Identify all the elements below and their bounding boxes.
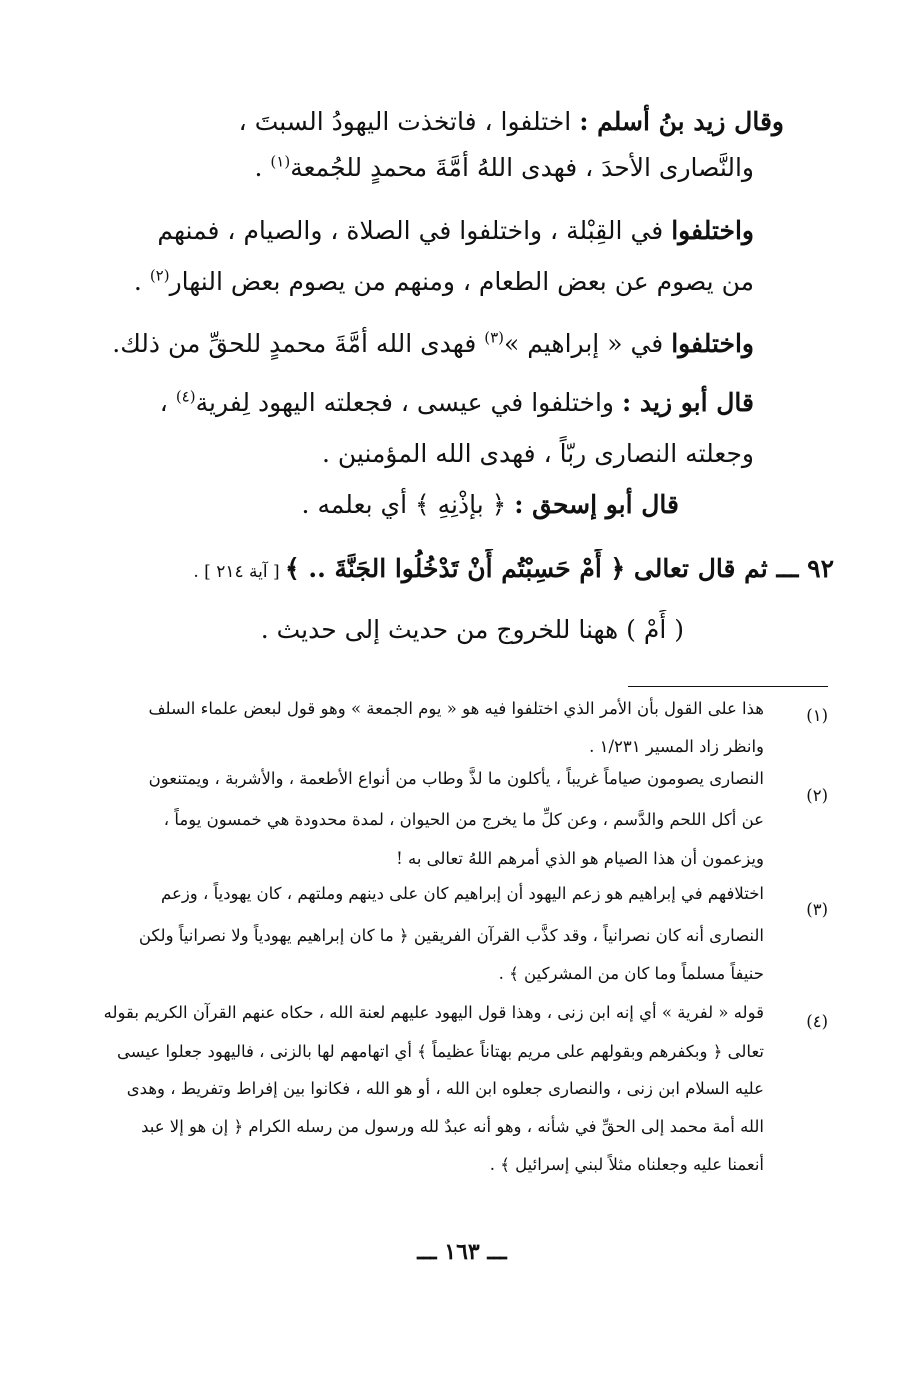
footnote-ref-3: (٣): [484, 328, 504, 347]
footnote-4-line-4: الله أمة محمد إلى الحقِّ في شأنه ، وهو أنه عبدٌ لله ورسول من رسله الكرام ﴿ إن هو إلا عبد: [141, 1117, 764, 1136]
paragraph-7: ( أَمْ ) ههنا للخروج من حديث إلى حديث .: [260, 615, 684, 644]
page-number: ـــ ١٦٣ ـــ: [417, 1239, 507, 1265]
footnote-4-line-3: عليه السلام ابن زنى ، والنصارى جعلوه ابن الله ، أو هو الله ، فكانوا بين إفراط وتفريط ، وهدى: [126, 1079, 764, 1098]
paragraph-2-text: في القِبْلة ، واختلفوا في الصلاة ، والصيام ، فمنهم: [157, 216, 672, 245]
paragraph-1-line-2-text: والنَّصارى الأحدَ ، فهدى اللهُ أمَّةَ محمدٍ للجُمعة: [290, 153, 754, 182]
paragraph-2-lead: واختلفوا: [671, 216, 754, 245]
footnote-3-line-3: حنيفاً مسلماً وما كان من المشركين ﴾ .: [498, 964, 764, 983]
footnote-2-line-1: النصارى يصومون صياماً غريباً ، يأكلون ما لذَّ وطاب من أنواع الأطعمة ، والأشربة ، ويمتنعون: [148, 769, 764, 788]
paragraph-2-line-2-text: من يصوم عن بعض الطعام ، ومنهم من يصوم بعض النهار: [169, 267, 754, 296]
footnote-2-line-3: ويزعمون أن هذا الصيام هو الذي أمرهم اللهُ تعالى به !: [396, 849, 764, 868]
paragraph-4-line-1: قال أبو زيد : واختلفوا في عيسى ، فجعلته اليهود لِفرية$^{(٤)}$ ،: [159, 387, 754, 417]
footnote-3-line-2: النصارى أنه كان نصرانياً ، وقد كذَّب القرآن الفريقين ﴿ ما كان إبراهيم يهودياً ولا نصرانياً ولكن: [138, 926, 764, 945]
footnote-1-line-1: هذا على القول بأن الأمر الذي اختلفوا فيه هو « يوم الجمعة » وهو قول لبعض علماء السلف: [148, 699, 764, 718]
paragraph-6: [0, 549, 924, 592]
footnote-1-number: (١): [806, 706, 828, 725]
footnote-ref-2: (٢): [149, 266, 170, 285]
paragraph-4-lead: قال أبو زيد :: [621, 388, 754, 417]
paragraph-5-lead: قال أبو إسحق :: [514, 490, 679, 519]
footnote-1-line-2: وانظر زاد المسير ١/٢٣١ .: [589, 737, 764, 756]
paragraph-5: قال أبو إسحق : ﴿ بإذْنِهِ ﴾ أي بعلمه .: [301, 490, 679, 519]
paragraph-number: ٩٢ ـــ: [776, 554, 834, 583]
paragraph-1-lead: وقال زيد بنُ أسلم :: [579, 107, 784, 136]
footnote-divider: [628, 686, 828, 687]
footnote-3-line-1: اختلافهم في إبراهيم هو زعم اليهود أن إبراهيم كان على دينهم وملتهم ، كان يهودياً ، وزعم: [161, 884, 764, 903]
footnote-4-line-5: أنعمنا عليه وجعلناه مثلاً لبني إسرائيل ﴾ .: [489, 1155, 764, 1174]
paragraph-3: واختلفوا في « إبراهيم »$^{(٣)}$ فهدى الله أمَّةَ محمدٍ للحقِّ من ذلك.: [112, 328, 754, 358]
footnote-4-line-1: قوله « لفرية » أي إنه ابن زنى ، وهذا قول اليهود عليهم لعنة الله ، حكاه عنهم القرآن الكريم بقوله: [103, 1003, 764, 1022]
paragraph-3-lead: واختلفوا: [671, 329, 754, 358]
paragraph-1-line-1: [0, 102, 924, 142]
footnote-4-number: (٤): [806, 1012, 828, 1031]
paragraph-1-line-2: والنَّصارى الأحدَ ، فهدى اللهُ أمَّةَ محمدٍ للجُمعة$^{(١)}$ .: [254, 152, 754, 182]
footnote-2-line-2: عن أكل اللحم والدَّسم ، وعن كلِّ ما يخرج من الحيوان ، لمدة محدودة هي خمسون يوماً ،: [163, 810, 764, 829]
footnote-ref-1: (١): [270, 152, 291, 171]
paragraph-1-text: اختلفوا ، فاتخذت اليهودُ السبتَ ،: [238, 107, 580, 136]
verse-reference: [ آية ٢١٤ ] .: [193, 562, 286, 582]
quran-quote: ثم قال تعالى ﴿ أَمْ حَسِبْتُم أَنْ تَدْخُلُوا الجَنَّةَ .. ﴾: [285, 554, 777, 583]
footnote-4-line-2: تعالى ﴿ وبكفرهم وبقولهم على مريم بهتاناً عظيماً ﴾ أي اتهامهم لها بالزنى ، فاليهود جعلوا عيسى: [116, 1042, 764, 1061]
footnote-3-number: (٣): [806, 900, 828, 919]
footnote-2-number: (٢): [806, 786, 828, 805]
paragraph-2-line-2: من يصوم عن بعض الطعام ، ومنهم من يصوم بعض النهار$^{(٢)}$ .: [133, 266, 754, 296]
paragraph-4-line-2: وجعلته النصارى ربّاً ، فهدى الله المؤمنين .: [322, 439, 754, 468]
paragraph-2-line-1: [0, 211, 924, 251]
footnote-ref-4: (٤): [175, 387, 196, 406]
